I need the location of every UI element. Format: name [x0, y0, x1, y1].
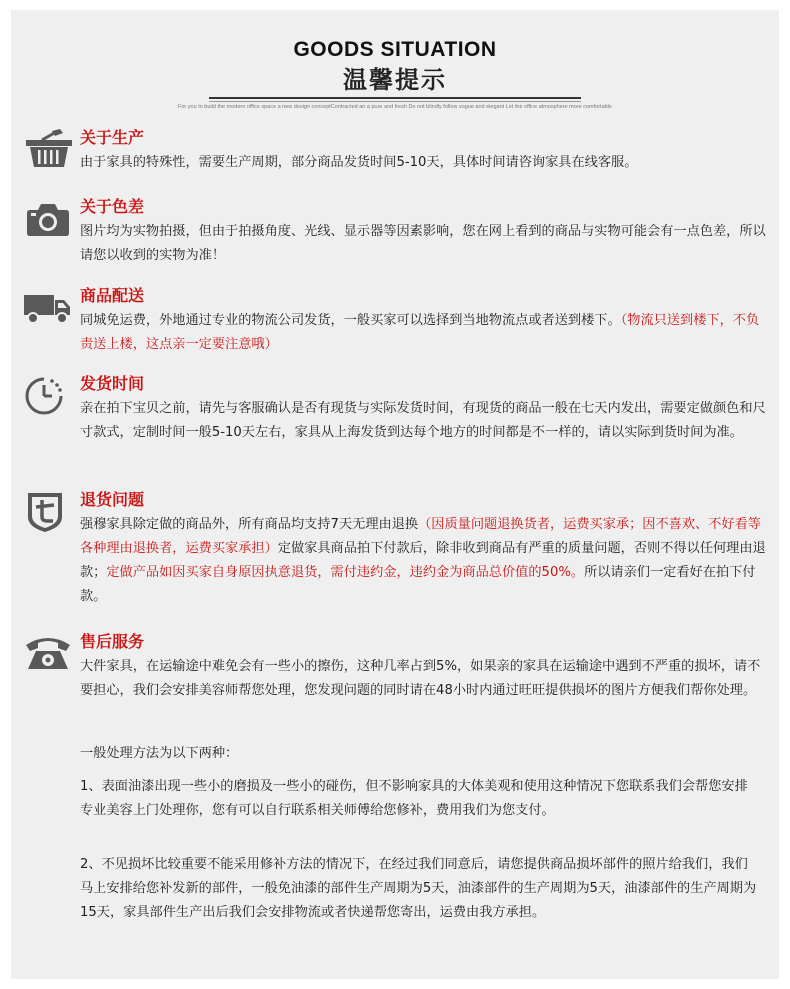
methods-title: 一般处理方法为以下两种：: [80, 746, 239, 761]
section-title: 退货问题: [80, 490, 145, 509]
section-shipping-time: [22, 373, 767, 473]
section-returns: [22, 489, 767, 613]
method-2: 2、不见损坏比较重要不能采用修补方法的情况下，在经过我们同意后，请您提供商品损坏部件的照片给我们，我们马上安排给您补发新的部件，一般免油漆的部件生产周期为5天，油漆部件的生产周期为5天，油漆部件的生产周期为15天，家具部件生产出后我们会安排物流或者快递帮您寄出，运费由我方承担。: [80, 857, 757, 920]
section-title: 商品配送: [80, 286, 145, 305]
clock-icon: [22, 373, 74, 417]
section-title: 关于色差: [80, 197, 145, 216]
returns-note-2: 定做产品如因买家自身原因执意退货，需付违约金，违约金为商品总价值的50%。: [106, 565, 585, 580]
camera-icon: [22, 196, 74, 240]
section-title: 关于生产: [80, 128, 145, 147]
section-body: [80, 513, 770, 609]
truck-icon: [22, 285, 74, 329]
header-divider-thin: [209, 101, 581, 102]
section-delivery: [22, 285, 767, 359]
section-title: 发货时间: [80, 374, 145, 393]
returns-text-1: 强穆家具除定做的商品外，所有商品均支持7天无理由退换: [80, 517, 419, 532]
returns-text-3: 所以请亲们一定看好在拍下付款。: [80, 565, 756, 604]
section-color-difference: [22, 196, 767, 270]
header-divider: [209, 97, 581, 99]
header-title-en: GOODS SITUATION: [293, 38, 497, 61]
section-after-sales: [22, 631, 767, 731]
section-body: 大件家具，在运输途中难免会有一些小的擦伤，这种几率占到5%，如果亲的家具在运输途中遇到不严重的损坏，请不要担心，我们会安排美容师帮您处理，您发现问题的同时请在48小时内通过旺旺提供损坏的图片方便我们帮你处理。: [80, 659, 761, 698]
section-body: 图片均为实物拍摄，但由于拍摄角度、光线、显示器等因素影响，您在网上看到的商品与实物可能会有一点色差，所以请您以收到的实物为准！: [80, 224, 766, 263]
method-1: 1、表面油漆出现一些小的磨损及一些小的碰伤，但不影响家具的大体美观和使用这种情况下您联系我们会帮您安排专业美容上门处理你，您有可以自行联系相关师傅给您修补，费用我们为您支付。: [80, 779, 748, 818]
header: [0, 0, 790, 130]
delivery-note: （物流只送到楼下，不负责送上楼，这点亲一定要注意哦）: [80, 313, 760, 352]
section-body: [80, 309, 770, 357]
section-body: 亲在拍下宝贝之前，请先与客服确认是否有现货与实际发货时间，有现货的商品一般在七天内发出，需要定做颜色和尺寸款式，定制时间一般5-10天左右，家具从上海发货到达每个地方的时间都是不一样的，请以实际到货时间为准。: [80, 401, 766, 440]
section-production: [22, 127, 767, 187]
returns-text-2: 定做家具商品拍下付款后，除非收到商品有严重的质量问题，否则不得以任何理由退款；: [80, 541, 766, 580]
section-body: 由于家具的特殊性，需要生产周期，部分商品发货时间5-10天，具体时间请咨询家具在线客服。: [80, 155, 638, 170]
basket-icon: [22, 127, 74, 171]
returns-note-1: （因质量问题退换货者，运费买家承；因不喜欢、不好看等各种理由退换者，运费买家承担）: [80, 517, 761, 556]
header-title-cn: 温馨提示: [343, 66, 447, 94]
delivery-text: 同城免运费，外地通过专业的物流公司发货，一般买家可以选择到当地物流点或者送到楼下。: [80, 313, 621, 328]
section-title: 售后服务: [80, 632, 145, 651]
telephone-icon: [22, 631, 74, 675]
seven-day-shield-icon: [22, 489, 74, 533]
header-tagline: For you to build the modern office space a new design conceptContracted an a pure and fresh Do not blindly follow vogue and elegant Let the office atmosphere more comfortable: [178, 104, 612, 110]
